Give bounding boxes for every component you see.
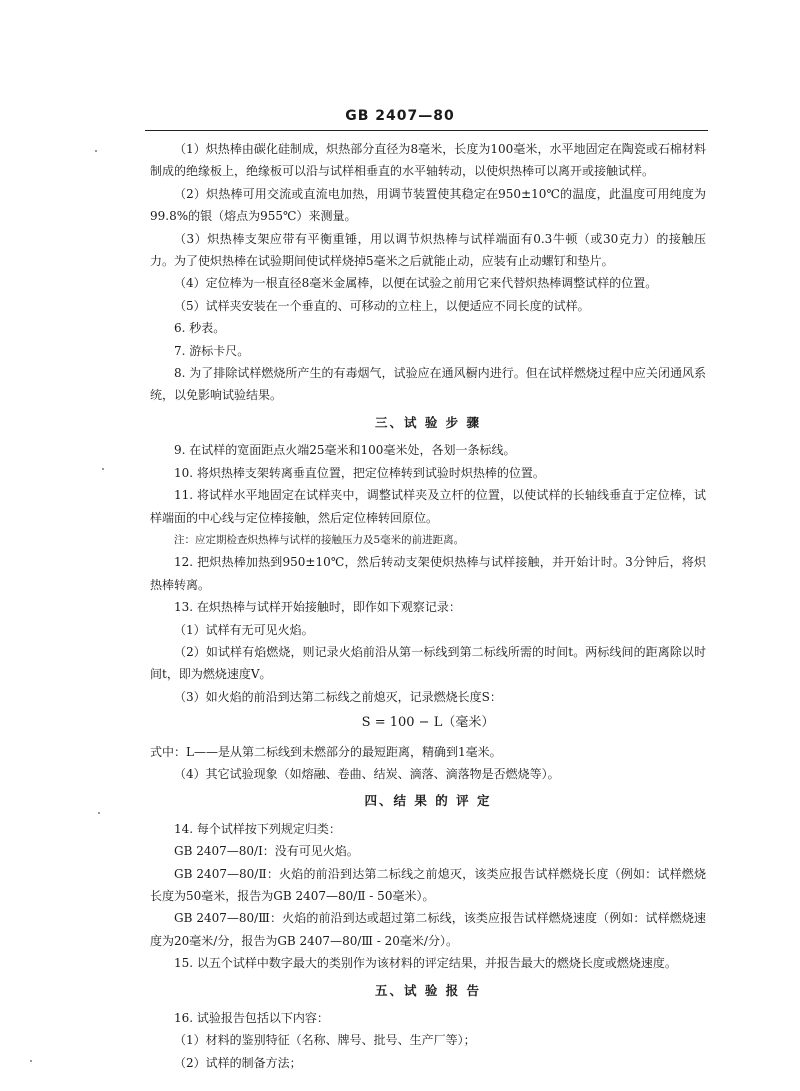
paragraph-3: （3）炽热棒支架应带有平衡重锤，用以调节炽热棒与试样端面有0.3牛顿（或30克力）的接触压力。为了使炽热棒在试验期间使试样烧掉5毫米之后就能止动，应装有止动螺钉和垫片。: [150, 231, 706, 269]
section-heading-4: 四、结 果 的 评 定: [364, 793, 492, 809]
paragraph-15: 15. 以五个试样中数字最大的类别作为该材料的评定结果，并报告最大的燃烧长度或燃烧速度。: [174, 956, 677, 971]
paragraph-2: （2）炽热棒可用交流或直流电加热，用调节装置使其稳定在950±10℃的温度，此温度可用纯度为99.8%的银（熔点为955℃）来测量。: [150, 186, 706, 224]
scan-speck: [102, 468, 104, 470]
paragraph-7: 7. 游标卡尺。: [174, 343, 250, 358]
paragraph-14-3: GB 2407—80/Ⅲ：火焰的前沿到达或超过第二标线，该类应报告试样燃烧速度（例如：试样燃烧速度为20毫米/分，报告为GB 2407—80/Ⅲ - 20毫米/分）。: [150, 911, 706, 948]
paragraph-16-2: （2）试样的制备方法；: [174, 1055, 302, 1070]
paragraph-6: 6. 秒表。: [174, 321, 226, 336]
paragraph-14-1: GB 2407—80/Ⅰ：没有可见火焰。: [174, 844, 359, 859]
paragraph-5: （5）试样夹安装在一个垂直的、可移动的立柱上，以便适应不同长度的试样。: [174, 298, 590, 313]
section-heading-5: 五、试 验 报 告: [374, 982, 482, 998]
document-body: [150, 138, 706, 1074]
paragraph-12: 12. 把炽热棒加热到950±10℃，然后转动支架使炽热棒与试样接触，并开始计时。3分钟后，将炽热棒转离。: [150, 555, 706, 592]
paragraph-1: （1）炽热棒由碳化硅制成，炽热部分直径为8毫米，长度为100毫米，水平地固定在陶瓷或石棉材料制成的绝缘板上，绝缘板可以沿与试样相垂直的水平轴转动，以使炽热棒可以离开或接触试样。: [150, 142, 706, 179]
paragraph-4: （4）定位棒为一根直径8毫米金属棒，以便在试验之前用它来代替炽热棒调整试样的位置。: [174, 276, 658, 291]
paragraph-16-1: （1）材料的鉴别特征（名称、牌号、批号、生产厂等）；: [174, 1033, 476, 1048]
paragraph-14: 14. 每个试样按下列规定归类：: [174, 821, 341, 836]
paragraph-13-1: （1）试样有无可见火焰。: [174, 622, 314, 637]
scan-speck: [95, 150, 97, 152]
paragraph-13: 13. 在炽热棒与试样开始接触时，即作如下观察记录：: [174, 600, 461, 615]
page-header: GB 2407—80: [345, 108, 455, 124]
paragraph-9: 9. 在试样的宽面距点火端25毫米和100毫米处，各划一条标线。: [174, 443, 516, 458]
paragraph-14-2: GB 2407—80/Ⅱ：火焰的前沿到达第二标线之前熄灭，该类应报告试样燃烧长度（例如：试样燃烧长度为50毫米，报告为GB 2407—80/Ⅱ - 50毫米）。: [150, 866, 706, 903]
paragraph-16: 16. 试验报告包括以下内容：: [174, 1011, 329, 1026]
paragraph-13-3: （3）如火焰的前沿到达第二标线之前熄灭，记录燃烧长度S：: [174, 689, 502, 704]
section-heading-3: 三、试 验 步 骤: [374, 414, 482, 430]
paragraph-13-2: （2）如试样有焰燃烧，则记录火焰前沿从第一标线到第二标线所需的时间t。两标线间的距离除以时间t，即为燃烧速度V。: [150, 644, 706, 682]
paragraph-10: 10. 将炽热棒支架转离垂直位置，把定位棒转到试验时炽热棒的位置。: [174, 465, 545, 480]
paragraph-8: 8. 为了排除试样燃烧所产生的有毒烟气，试验应在通风橱内进行。但在试样燃烧过程中应关闭通风系统，以免影响试验结果。: [150, 366, 706, 403]
formula-description: 式中：L——是从第二标线到未燃部分的最短距离，精确到1毫米。: [150, 744, 502, 759]
note: 注：应定期检查炽热棒与试样的接触压力及5毫米的前进距离。: [174, 533, 465, 546]
formula: S = 100 − L（毫米）: [361, 715, 495, 731]
header-rule: [145, 130, 708, 131]
scan-speck: [30, 1060, 32, 1062]
scan-speck: [98, 812, 100, 814]
paragraph-11: 11. 将试样水平地固定在试样夹中，调整试样夹及立杆的位置，以使试样的长轴线垂直于定位棒，试样端面的中心线与定位棒接触，然后定位棒转回原位。: [150, 488, 706, 525]
paragraph-13-4: （4）其它试验现象（如熔融、卷曲、结炭、滴落、滴落物是否燃烧等）。: [174, 766, 560, 781]
